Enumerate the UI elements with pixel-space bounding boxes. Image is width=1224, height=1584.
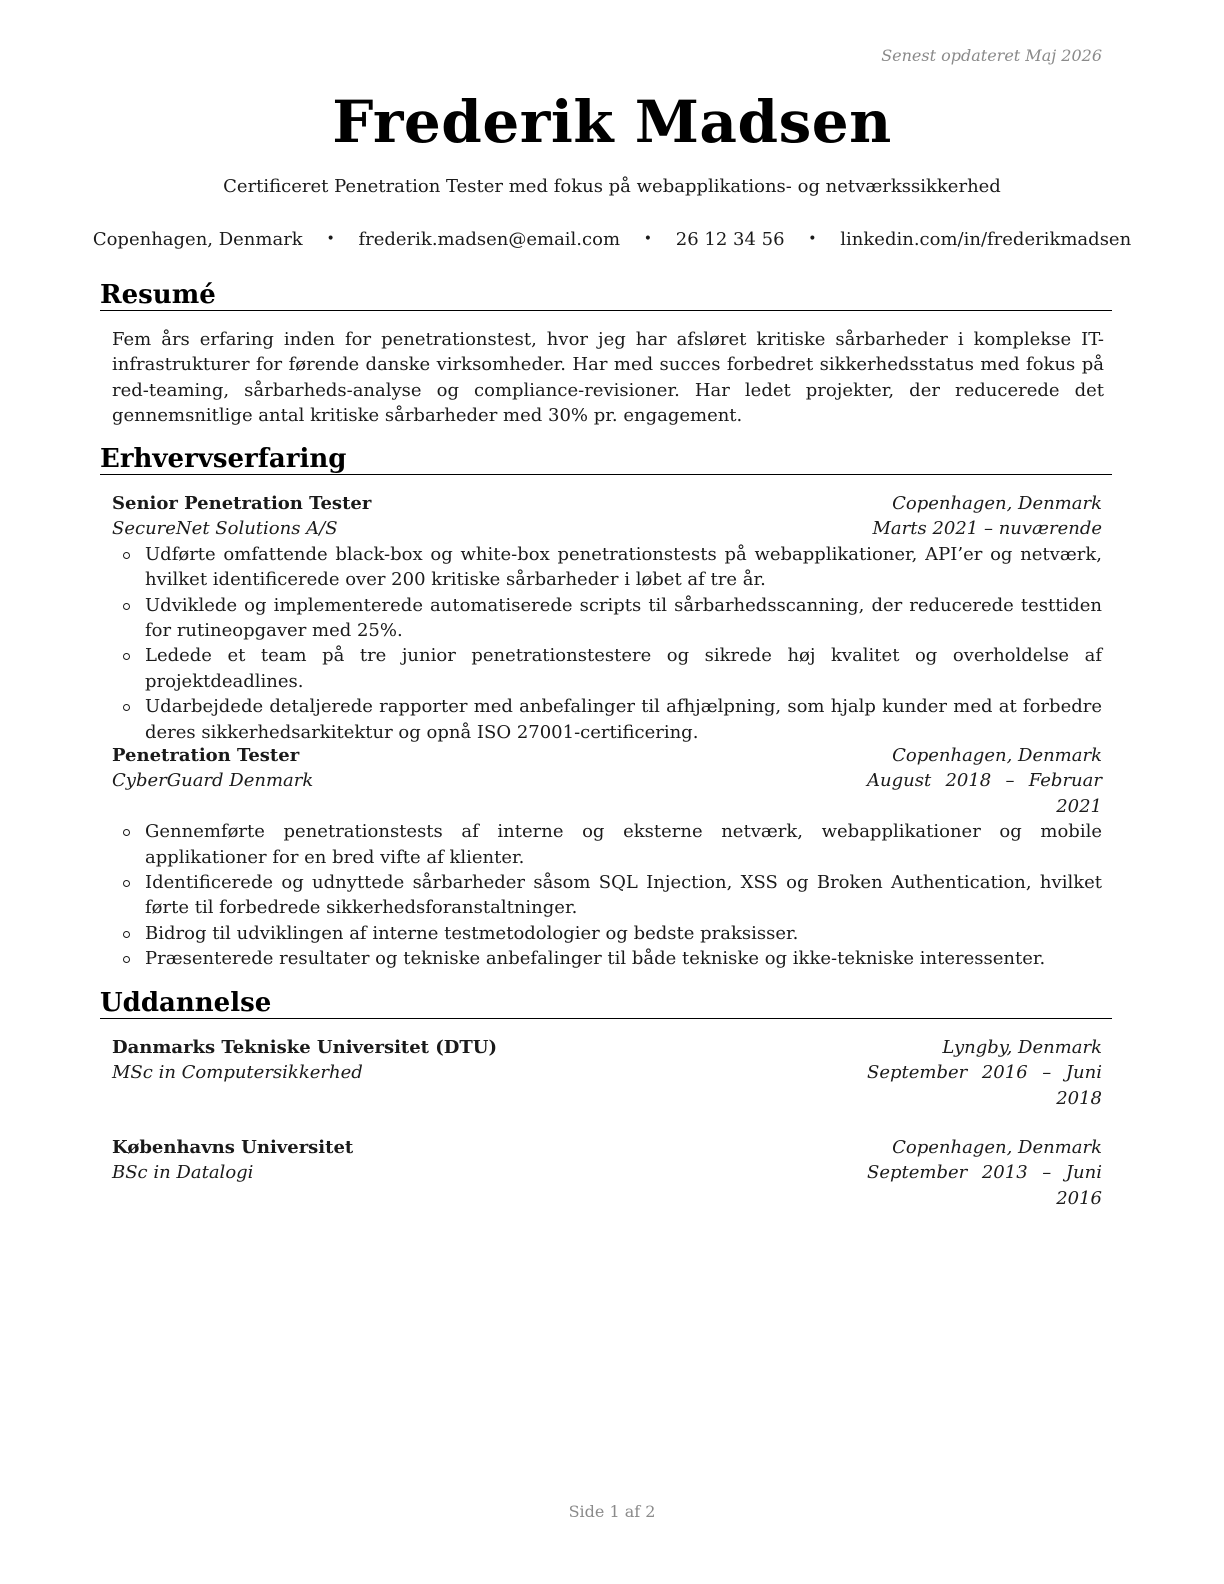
bullet-item: Præsenterede resultater og tekniske anbefalinger til både tekniske og ikke-tekniske interessenter. xyxy=(112,946,1102,971)
job-location: Copenhagen, Denmark xyxy=(892,745,1102,766)
bullet-item: Identificerede og udnyttede sårbarheder såsom SQL Injection, XSS og Broken Authentication, hvilket førte til forbedrede sikkerhedsforanstaltninger. xyxy=(112,870,1102,921)
bullet-item: Gennemførte penetrationstests af interne og eksterne netværk, webapplikationer og mobile applikationer for en bred vifte af klienter. xyxy=(112,819,1102,870)
school-name: Danmarks Tekniske Universitet (DTU) xyxy=(112,1037,497,1058)
summary-text: Fem års erfaring inden for penetrationstest, hvor jeg har afsløret kritiske sårbarheder i komplekse IT-infrastrukturer for førende danske virksomheder. Har med succes forbedret sikkerhedsstatus med fokus på red-teaming, sårbarheds-analyse og compliance-revisioner. Har ledet projekter, der reducerede det gennemsnitlige antal kritiske sårbarheder med 30% pr. engagement. xyxy=(112,329,1104,427)
job-entry xyxy=(112,743,1102,972)
job-entry xyxy=(112,491,1102,745)
bullet-item: Bidrog til udviklingen af interne testmetodologier og bedste praksisser. xyxy=(112,921,1102,946)
job-dates: Marts 2021 – nuværende xyxy=(872,518,1102,540)
school-degree: BSc in Datalogi xyxy=(112,1162,254,1184)
contact-location: Copenhagen, Denmark xyxy=(92,229,303,250)
tagline: Certificeret Penetration Tester med fokus på webapplikations- og netværkssikkerhed xyxy=(223,176,1001,197)
school-dates: September 2013 – Juni 2016 xyxy=(867,1162,1102,1209)
job-company: CyberGuard Denmark xyxy=(112,770,314,792)
contact-email[interactable]: frederik.madsen@email.com xyxy=(358,229,621,250)
job-title: Penetration Tester xyxy=(112,745,300,766)
section-heading-education: Uddannelse xyxy=(100,988,1112,1019)
school-dates: September 2016 – Juni 2018 xyxy=(867,1062,1102,1109)
job-company: SecureNet Solutions A/S xyxy=(112,518,338,540)
school-name: Københavns Universitet xyxy=(112,1137,354,1158)
candidate-name: Frederik Madsen xyxy=(332,88,892,156)
bullet-item: Udviklede og implementerede automatiserede scripts til sårbarhedsscanning, der reducerede testtiden for rutineopgaver med 25%. xyxy=(112,593,1102,644)
job-bullets xyxy=(112,819,1102,971)
bullet-item: Ledede et team på tre junior penetrationstestere og sikrede høj kvalitet og overholdelse af projektdeadlines. xyxy=(112,643,1102,694)
bullet-item: Udarbejdede detaljerede rapporter med anbefalinger til afhjælpning, som hjalp kunder med at forbedre deres sikkerhedsarkitektur og opnå ISO 27001-certificering. xyxy=(112,694,1102,745)
job-dates: August 2018 – Februar 2021 xyxy=(867,770,1102,817)
contact-phone: 26 12 34 56 xyxy=(675,229,785,250)
section-heading-summary: Resumé xyxy=(100,280,1112,311)
education-entry xyxy=(112,1035,1102,1111)
contact-line xyxy=(0,229,1224,250)
education-entry xyxy=(112,1135,1102,1211)
last-updated: Senest opdateret Maj 2026 xyxy=(881,46,1102,65)
job-title: Senior Penetration Tester xyxy=(112,493,372,514)
separator: • xyxy=(326,231,335,247)
section-heading-experience: Erhvervserfaring xyxy=(100,444,1112,475)
school-location: Copenhagen, Denmark xyxy=(892,1137,1102,1158)
job-location: Copenhagen, Denmark xyxy=(892,493,1102,514)
bullet-item: Udførte omfattende black-box og white-box penetrationstests på webapplikationer, API’er og netværk, hvilket identificerede over 200 kritiske sårbarheder i løbet af tre år. xyxy=(112,542,1102,593)
school-location: Lyngby, Denmark xyxy=(942,1037,1102,1058)
separator: • xyxy=(643,231,653,247)
separator: • xyxy=(808,231,817,247)
job-bullets xyxy=(112,542,1102,745)
contact-linkedin[interactable]: linkedin.com/in/frederikmadsen xyxy=(840,229,1132,250)
school-degree: MSc in Computersikkerhed xyxy=(112,1062,363,1084)
page-number: Side 1 af 2 xyxy=(568,1502,656,1521)
